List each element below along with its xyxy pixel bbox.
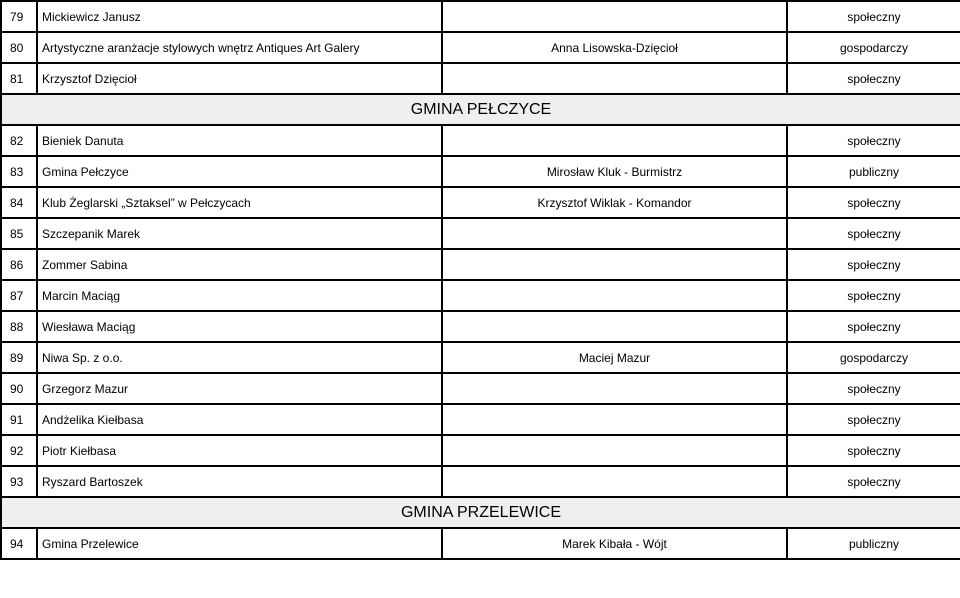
entity-name: Piotr Kiełbasa: [37, 435, 442, 466]
row-number: 85: [1, 218, 37, 249]
row-number: 93: [1, 466, 37, 497]
entity-name: Krzysztof Dzięcioł: [37, 63, 442, 94]
contact-person: [442, 466, 787, 497]
entity-name: Niwa Sp. z o.o.: [37, 342, 442, 373]
table-row: [1, 280, 960, 311]
row-number: 90: [1, 373, 37, 404]
sector-type: społeczny: [787, 125, 960, 156]
sector-type: społeczny: [787, 218, 960, 249]
sector-type: gospodarczy: [787, 342, 960, 373]
table-row: [1, 373, 960, 404]
sector-type: społeczny: [787, 466, 960, 497]
contact-person: [442, 63, 787, 94]
entity-name: Gmina Przelewice: [37, 528, 442, 559]
entity-name: Wiesława Maciąg: [37, 311, 442, 342]
entity-name: Artystyczne aranżacje stylowych wnętrz Antiques Art Galery: [37, 32, 442, 63]
sector-type: społeczny: [787, 280, 960, 311]
table-row: [1, 1, 960, 32]
table-row: [1, 311, 960, 342]
table-row: [1, 342, 960, 373]
sector-type: społeczny: [787, 373, 960, 404]
table-row: [1, 528, 960, 559]
row-number: 92: [1, 435, 37, 466]
contact-person: [442, 1, 787, 32]
sector-type: społeczny: [787, 249, 960, 280]
contact-person: [442, 125, 787, 156]
table-body: [1, 1, 960, 559]
row-number: 81: [1, 63, 37, 94]
contact-person: [442, 249, 787, 280]
row-number: 79: [1, 1, 37, 32]
contact-person: [442, 280, 787, 311]
entity-name: Gmina Pełczyce: [37, 156, 442, 187]
section-title: GMINA PRZELEWICE: [1, 497, 960, 528]
contact-person: Marek Kibała - Wójt: [442, 528, 787, 559]
row-number: 80: [1, 32, 37, 63]
contact-person: [442, 373, 787, 404]
section-header-row: [1, 94, 960, 125]
table-row: [1, 63, 960, 94]
contact-person: [442, 311, 787, 342]
table-row: [1, 404, 960, 435]
row-number: 86: [1, 249, 37, 280]
contact-person: [442, 435, 787, 466]
row-number: 94: [1, 528, 37, 559]
sector-type: społeczny: [787, 1, 960, 32]
sector-type: gospodarczy: [787, 32, 960, 63]
entity-name: Klub Żeglarski „Sztaksel” w Pełczycach: [37, 187, 442, 218]
table-row: [1, 187, 960, 218]
section-header-row: [1, 497, 960, 528]
entity-name: Bieniek Danuta: [37, 125, 442, 156]
row-number: 83: [1, 156, 37, 187]
section-title: GMINA PEŁCZYCE: [1, 94, 960, 125]
entity-name: Ryszard Bartoszek: [37, 466, 442, 497]
entity-name: Szczepanik Marek: [37, 218, 442, 249]
sector-type: publiczny: [787, 156, 960, 187]
table-row: [1, 249, 960, 280]
row-number: 87: [1, 280, 37, 311]
table-row: [1, 125, 960, 156]
table-row: [1, 466, 960, 497]
table-row: [1, 435, 960, 466]
contact-person: [442, 218, 787, 249]
contact-person: Anna Lisowska-Dzięcioł: [442, 32, 787, 63]
sector-type: społeczny: [787, 311, 960, 342]
sector-type: społeczny: [787, 404, 960, 435]
row-number: 84: [1, 187, 37, 218]
table-row: [1, 156, 960, 187]
row-number: 89: [1, 342, 37, 373]
entity-name: Mickiewicz Janusz: [37, 1, 442, 32]
entity-name: Zommer Sabina: [37, 249, 442, 280]
table-row: [1, 32, 960, 63]
sector-type: społeczny: [787, 187, 960, 218]
row-number: 88: [1, 311, 37, 342]
contact-person: Krzysztof Wiklak - Komandor: [442, 187, 787, 218]
entity-name: Grzegorz Mazur: [37, 373, 442, 404]
sector-type: publiczny: [787, 528, 960, 559]
contact-person: Maciej Mazur: [442, 342, 787, 373]
row-number: 82: [1, 125, 37, 156]
table-row: [1, 218, 960, 249]
contact-person: Mirosław Kluk - Burmistrz: [442, 156, 787, 187]
sector-type: społeczny: [787, 435, 960, 466]
entity-name: Andżelika Kiełbasa: [37, 404, 442, 435]
row-number: 91: [1, 404, 37, 435]
sector-type: społeczny: [787, 63, 960, 94]
contact-person: [442, 404, 787, 435]
entity-name: Marcin Maciąg: [37, 280, 442, 311]
